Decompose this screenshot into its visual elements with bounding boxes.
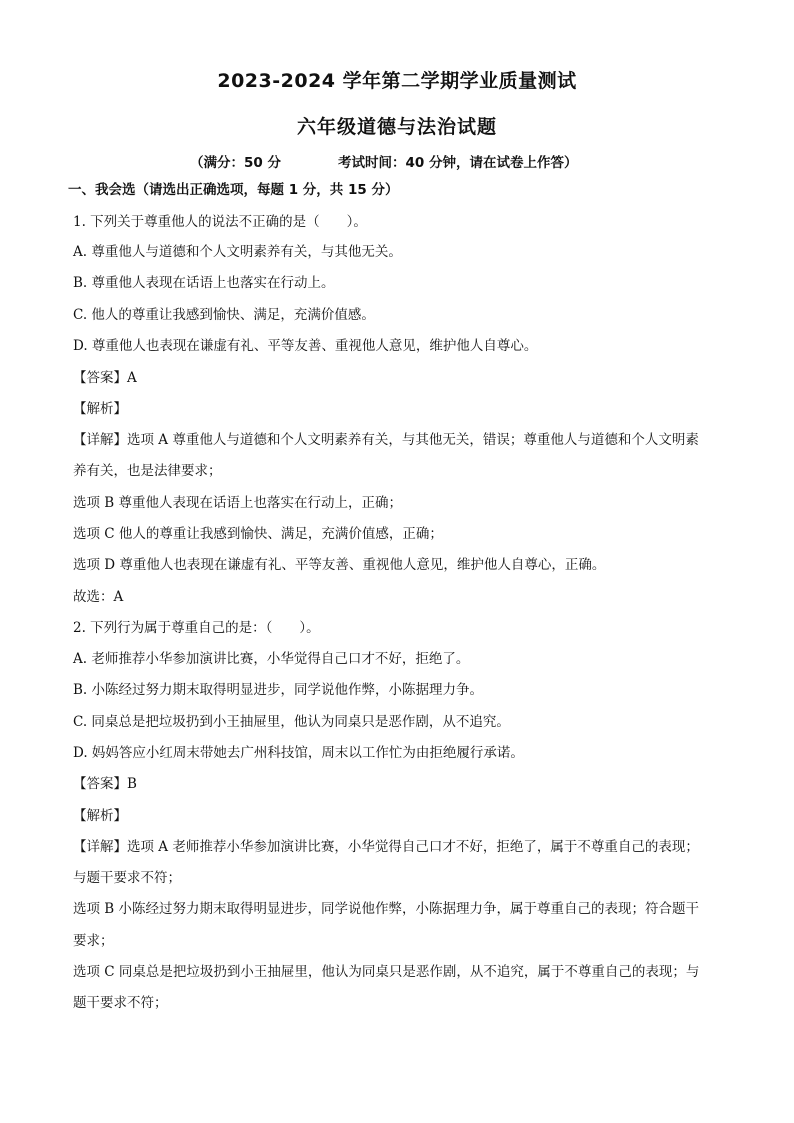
question-1-answer: 【答案】A — [73, 370, 137, 386]
question-2-option-a: A. 老师推荐小华参加演讲比赛，小华觉得自己口才不好，拒绝了。 — [73, 651, 470, 667]
score-note: （满分：50 分 — [190, 155, 281, 171]
question-2-option-c: C. 同桌总是把垃圾扔到小王抽屉里，他认为同桌只是恶作剧，从不追究。 — [73, 714, 510, 730]
question-1-analysis: 【解析】 — [73, 401, 127, 417]
question-1-conclusion: 故选：A — [73, 589, 124, 605]
question-1-detail-line: 养有关，也是法律要求； — [73, 463, 222, 479]
question-1-detail-line: 选项 D 尊重他人也表现在谦虚有礼、平等友善、重视他人意见，维护他人自尊心，正确。 — [73, 557, 606, 573]
question-2-detail-line: 要求； — [73, 933, 114, 949]
question-1-detail-line: 选项 B 尊重他人表现在话语上也落实在行动上，正确； — [73, 495, 403, 511]
question-1-option-d: D. 尊重他人也表现在谦虚有礼、平等友善、重视他人意见，维护他人自尊心。 — [73, 338, 538, 354]
exam-title: 2023-2024 学年第二学期学业质量测试 — [217, 70, 577, 92]
question-1-option-c: C. 他人的尊重让我感到愉快、满足，充满价值感。 — [73, 307, 375, 323]
time-note: 考试时间：40 分钟，请在试卷上作答） — [338, 155, 578, 171]
question-2-option-b: B. 小陈经过努力期末取得明显进步，同学说他作弊，小陈据理力争。 — [73, 682, 484, 698]
question-1-detail-line: 选项 C 他人的尊重让我感到愉快、满足，充满价值感，正确； — [73, 526, 443, 542]
question-2-option-d: D. 妈妈答应小红周末带她去广州科技馆，周末以工作忙为由拒绝履行承诺。 — [73, 745, 524, 761]
question-2-detail-line: 与题干要求不符； — [73, 870, 181, 886]
question-2-answer: 【答案】B — [73, 776, 137, 792]
exam-subject: 六年级道德与法治试题 — [296, 116, 497, 138]
question-1-option-a: A. 尊重他人与道德和个人文明素养有关，与其他无关。 — [73, 244, 402, 260]
question-2-detail-line: 选项 C 同桌总是把垃圾扔到小王抽屉里，他认为同桌只是恶作剧，从不追究，属于不尊重自己的表现；与 — [73, 964, 700, 980]
question-2-analysis: 【解析】 — [73, 808, 127, 824]
section-heading: 一、我会选（请选出正确选项，每题 1 分，共 15 分） — [68, 182, 399, 198]
question-1-option-b: B. 尊重他人表现在话语上也落实在行动上。 — [73, 275, 335, 291]
question-2-detail-line: 【详解】选项 A 老师推荐小华参加演讲比赛，小华觉得自己口才不好，拒绝了，属于不尊重自己的表现； — [73, 839, 699, 855]
question-1-stem: 1. 下列关于尊重他人的说法不正确的是（ ）。 — [73, 214, 367, 230]
question-2-detail-line: 题干要求不符； — [73, 995, 168, 1011]
question-2-detail-line: 选项 B 小陈经过努力期末取得明显进步，同学说他作弊，小陈据理力争，属于尊重自己的表现；符合题干 — [73, 901, 700, 917]
question-1-detail-line: 【详解】选项 A 尊重他人与道德和个人文明素养有关，与其他无关，错误；尊重他人与道德和个人文明素 — [73, 432, 699, 448]
question-2-stem: 2. 下列行为属于尊重自己的是：（ ）。 — [73, 620, 320, 636]
